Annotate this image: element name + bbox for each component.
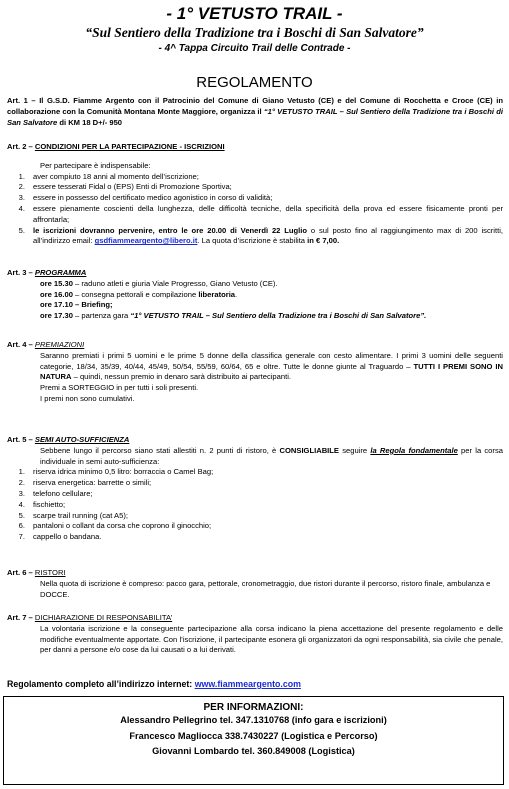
article-1 [7, 96, 503, 128]
program-row: ore 17.10 – Briefing; [40, 300, 113, 310]
article-7: Art. 7 – DICHIARAZIONE DI RESPONSABILITA’ La volontaria iscrizione e la conseguente partecipazione alla corsa indicano la piena accettazione del presente regolamento e delle modifiche eventualmente apportate. Con l’iscrizione, il partecipante esonera gli organizzatori da ogni responsabilità, sia civile che penale, per danni a persone e/o cose da lui causati o a lui derivati. [7, 613, 503, 655]
list-item: 2. essere tesserati Fidal o (EPS) Enti di Promozione Sportiva; [18, 182, 232, 192]
contact-line: Francesco Magliocca 338.7430227 (Logistica e Percorso) [129, 730, 378, 741]
article-heading: RISTORI [34, 568, 66, 577]
list-item: 3. essere in possesso del certificato medico agonistico in corso di validità; [18, 193, 273, 203]
article-4-paragraph: Premi a SORTEGGIO in per tutti i soli presenti. [40, 383, 199, 393]
list-item: 1. aver compiuto 18 anni al momento dell’iscrizione; [18, 171, 199, 181]
event-title: - 1° VETUSTO TRAIL - [166, 4, 343, 23]
article-4-paragraph: Saranno premiati i primi 5 uomini e le prime 5 donne della classifica generale con cesto alimentare. I primi 3 uomini delle seguenti categorie, 18/34, 35/39, 40/44, 45/49, 50/54, 55/59, 60/64, 65 e oltre. Tutte le donne giunte al Traguardo – TUTTI I PREMI SONO IN NATURA – quindi, nessun premio in denaro sarà distribuito ai partecipanti. [40, 350, 503, 382]
article-heading: PROGRAMMA [34, 268, 87, 277]
article-heading: CONDIZIONI PER LA PARTECIPAZIONE - ISCRIZIONI [34, 142, 225, 151]
article-label: Art. 3 [7, 268, 27, 277]
list-item: 2. riserva energetica: barrette o simili; [18, 478, 152, 488]
list-item: 1. riserva idrica minimo 0,5 litro: borraccia o Camel Bag; [18, 467, 214, 477]
article-label: Art. 6 [7, 568, 27, 577]
article-label: Art. 1 [7, 96, 28, 105]
list-item: 4. fischietto; [18, 499, 66, 509]
article-5: Art. 5 – SEMI AUTO-SUFFICIENZA Sebbene lungo il percorso siano stati allestiti n. 2 punti di ristoro, è CONSIGLIABILE seguire la Regola fondamentale per la corsa individuale in semi auto-sufficienza: 1. riserva idrica minimo 0,5 litro: borraccia o Camel Bag; 2. riserva energetica: barrette o simili; 3. telefono cellulare; 4. fischietto; 5. scarpe trail running (cat A5); 6. pantaloni o collant da corsa che coprono il ginocchio; 7. cappello o bandana. [7, 435, 503, 542]
info-box [3, 696, 504, 785]
full-regulation-line [7, 679, 301, 689]
list-item: 7. cappello o bandana. [18, 532, 102, 542]
program-row: ore 15.30 – raduno atleti e giuria Viale Progresso, Giano Vetusto (CE). [40, 278, 278, 288]
article-1-event-name: “1° VETUSTO TRAIL – Sul Sentiero della Tradizione tra i Boschi di San Salvatore [7, 106, 503, 127]
list-item: 5. scarpe trail running (cat A5); [18, 510, 128, 520]
article-1-text-a: – Il G.S.D. Fiamme Argento con il Patrocinio del Comune di Giano Vetusto (CE) e del Comune di Rocchetta e Croce (CE) in collaborazione con la Comunità Montana Monte Maggiore, organizza il [7, 96, 503, 116]
circuit-stage: - 4^ Tappa Circuito Trail delle Contrade - [158, 43, 351, 54]
article-label: Art. 4 [7, 340, 27, 349]
program-row: ore 16.00 – consegna pettorali e compilazione liberatoria. [40, 289, 238, 299]
article-4: Art. 4 – PREMIAZIONI Saranno premiati i primi 5 uomini e le prime 5 donne della classifica generale con cesto alimentare. I primi 3 uomini delle seguenti categorie, 18/34, 35/39, 40/44, 45/49, 50/54, 55/59, 60/64, 65 e oltre. Tutte le donne giunte al Traguardo – TUTTI I PREMI SONO IN NATURA – quindi, nessun premio in denaro sarà distribuito ai partecipanti. Premi a SORTEGGIO in per tutti i soli presenti. I premi non sono cumulativi. [7, 340, 503, 403]
article-3: Art. 3 – PROGRAMMA ore 15.30 – raduno atleti e giuria Viale Progresso, Giano Vetusto (CE). ore 16.00 – consegna pettorali e compilazione liberatoria. ore 17.10 – Briefing; ore 17.30 – partenza gara “1° VETUSTO TRAIL – Sul Sentiero della Tradizione tra i Boschi di San Salvatore”. [7, 268, 503, 322]
article-5-paragraph: Sebbene lungo il percorso siano stati allestiti n. 2 punti di ristoro, è CONSIGLIABILE seguire la Regola fondamentale per la corsa individuale in semi auto-sufficienza: [40, 445, 503, 466]
regulation-heading: REGOLAMENTO [196, 74, 313, 91]
article-label: Art. 5 [7, 435, 27, 444]
article-1-text-b: di KM 18 D+/- 950 [57, 117, 123, 127]
full-regulation-text: Regolamento completo all’indirizzo internet: [7, 679, 195, 689]
article-4-paragraph: I premi non sono cumulativi. [40, 393, 135, 403]
contact-line: Giovanni Lombardo tel. 360.849008 (Logistica) [152, 746, 355, 756]
article-heading: DICHIARAZIONE DI RESPONSABILITA’ [34, 613, 173, 622]
article-6: Art. 6 – RISTORI Nella quota di iscrizione è compreso: pacco gara, pettorale, cronometraggio, due ristori durante il percorso, ristoro finale, ambulanza e DOCCE. [7, 568, 503, 600]
website-link[interactable]: www.fiammeargento.com [194, 679, 301, 689]
event-subtitle: “Sul Sentiero della Tradizione tra i Boschi di San Salvatore” [85, 25, 424, 40]
article-2-intro: Per partecipare è indispensabile: [40, 160, 151, 170]
list-item: 5. le iscrizioni dovranno pervenire, entro le ore 20.00 di Venerdì 22 Luglio o sul posto fino al raggiungimento max di 200 iscritti, all’indirizzo email: gsdfiammeargento@libero.it. La quota d’iscrizione è stabilita in € 7,00. [18, 225, 503, 246]
article-6-text: Nella quota di iscrizione è compreso: pacco gara, pettorale, cronometraggio, due ristori durante il percorso, ristoro finale, ambulanza e DOCCE. [40, 578, 491, 599]
info-title: PER INFORMAZIONI: [203, 702, 304, 713]
article-heading: PREMIAZIONI [34, 340, 85, 349]
contact-line: Alessandro Pellegrino tel. 347.1310768 (info gara e iscrizioni) [120, 715, 387, 725]
program-row: ore 17.30 – partenza gara “1° VETUSTO TRAIL – Sul Sentiero della Tradizione tra i Boschi di San Salvatore”. [40, 311, 427, 321]
article-2: Art. 2 – CONDIZIONI PER LA PARTECIPAZIONE - ISCRIZIONI Per partecipare è indispensabile: 1. aver compiuto 18 anni al momento dell’iscrizione; 2. essere tesserati Fidal o (EPS) Enti di Promozione Sportiva; 3. essere in possesso del certificato medico agonistico in corso di validità; 4. essere pienamente coscienti della lunghezza, delle difficoltà tecniche, della specificità della prova ed essere fisicamente pronti per affrontarla; 5. le iscrizioni dovranno pervenire, entro le ore 20.00 di Venerdì 22 Luglio o sul posto fino al raggiungimento max di 200 iscritti, all’indirizzo email: gsdfiammeargento@libero.it. La quota d’iscrizione è stabilita in € 7,00. [7, 142, 503, 246]
article-7-text: La volontaria iscrizione e la conseguente partecipazione alla corsa indicano la piena accettazione del presente regolamento e delle modifiche eventualmente apportate. Con l’iscrizione, il partecipante esonera gli organizzatori da ogni responsabilità, sia civile che penale, per danni a persone e/o cose da lui causati o a lui derivati. [40, 623, 503, 655]
list-item: 3. telefono cellulare; [18, 488, 93, 498]
list-item: 6. pantaloni o collant da corsa che coprono il ginocchio; [18, 521, 212, 531]
email-link[interactable]: gsdfiammeargento@libero.it [94, 236, 198, 246]
article-heading: SEMI AUTO-SUFFICIENZA [34, 435, 130, 444]
list-item: 4. essere pienamente coscienti della lunghezza, delle difficoltà tecniche, della specificità della prova ed essere fisicamente pronti per affrontarla; [18, 203, 503, 224]
article-label: Art. 7 [7, 613, 27, 622]
article-label: Art. 2 [7, 142, 27, 151]
